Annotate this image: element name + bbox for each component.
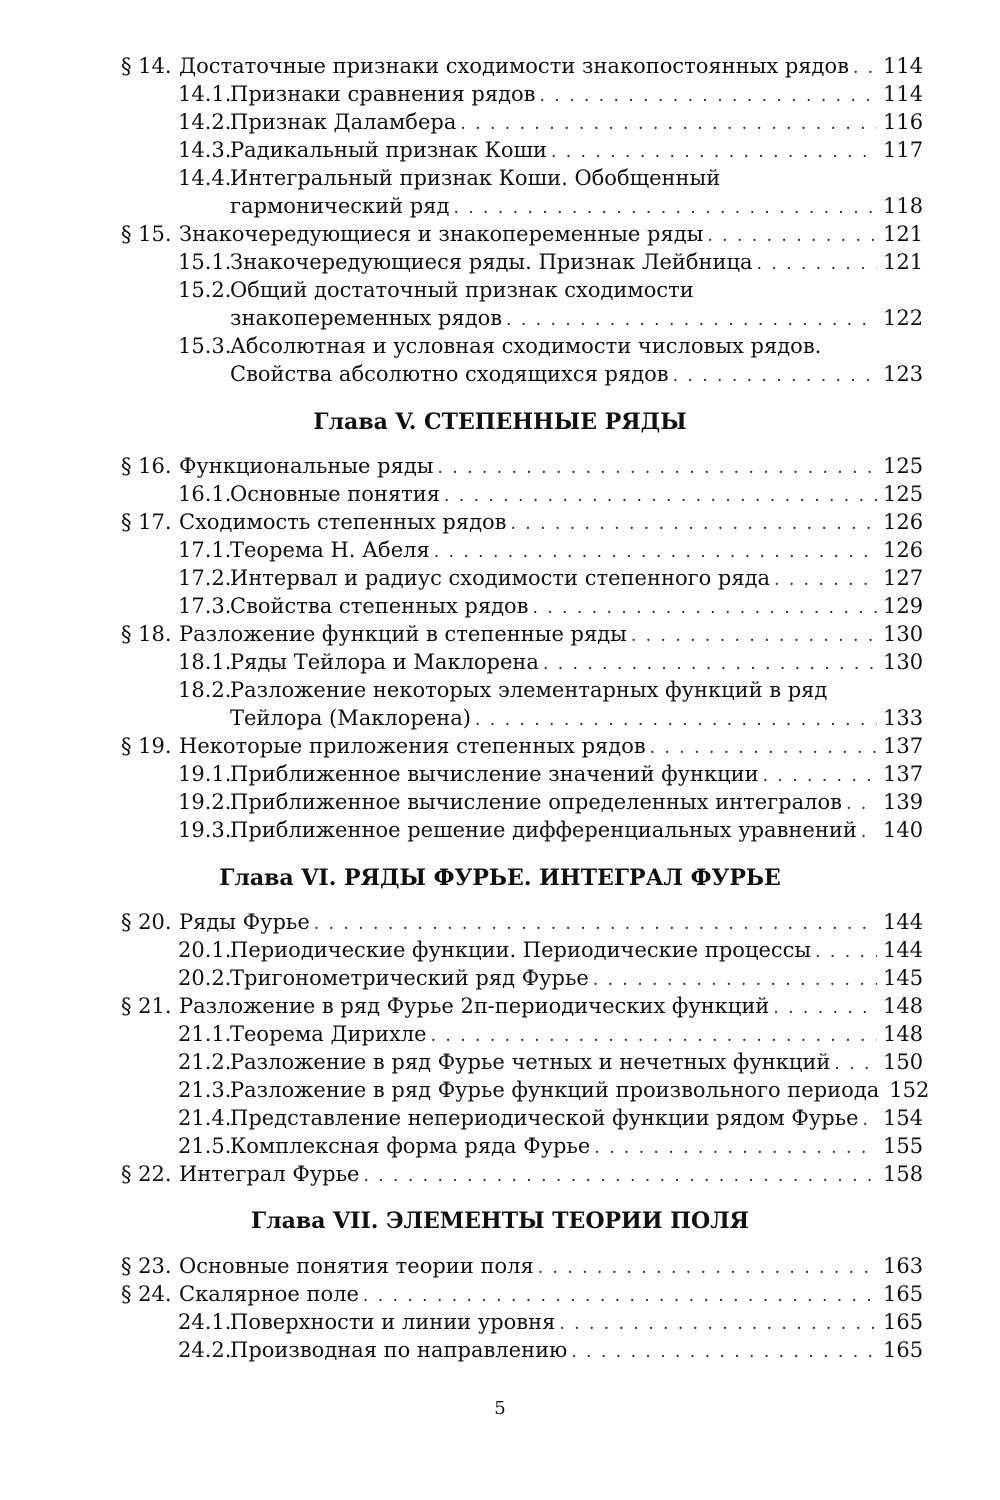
entry-page-number: 139	[883, 790, 924, 814]
entry-page-number: 140	[883, 818, 924, 842]
entry-number: 15.3.	[178, 334, 232, 358]
entry-title: Теорема Н. Абеля	[230, 538, 430, 562]
entry-number: § 18.	[121, 622, 172, 646]
toc-section-entry[interactable]	[121, 52, 923, 80]
dot-leader	[773, 994, 877, 1022]
toc-subsection-entry[interactable]	[121, 80, 923, 108]
entry-title: Ряды Фурье	[179, 910, 310, 934]
entry-page-number: 154	[883, 1106, 924, 1130]
toc-subsection-entry[interactable]	[121, 564, 923, 592]
toc-section-entry[interactable]	[121, 908, 923, 936]
dot-leader	[815, 938, 877, 966]
entry-number: § 20.	[121, 910, 172, 934]
entry-title: Разложение некоторых элементарных функций в ряд	[230, 678, 828, 702]
entry-page-number: 114	[883, 54, 924, 78]
entry-page-number: 123	[883, 362, 924, 386]
entry-number: 18.2.	[178, 678, 232, 702]
entry-number: § 23.	[121, 1254, 172, 1278]
toc-section-entry[interactable]	[121, 1280, 923, 1308]
dot-leader	[475, 706, 877, 734]
entry-number: § 16.	[121, 454, 172, 478]
entry-title: Тригонометрический ряд Фурье	[230, 966, 589, 990]
dot-leader	[434, 538, 877, 566]
dot-leader	[314, 910, 877, 938]
entry-title: Разложение в ряд Фурье функций произвольного периода	[230, 1078, 880, 1102]
chapter-5-heading: Глава V. СТЕПЕННЫЕ РЯДЫ	[313, 409, 687, 435]
dot-leader	[853, 54, 877, 82]
entry-page-number: 126	[883, 538, 924, 562]
entry-number: 21.3.	[178, 1078, 232, 1102]
dot-leader	[559, 1310, 877, 1338]
toc-subsection-entry[interactable]	[121, 332, 923, 360]
entry-number: § 22.	[121, 1162, 172, 1186]
toc-section-entry[interactable]	[121, 732, 923, 760]
dot-leader	[540, 82, 878, 110]
entry-page-number: 121	[883, 250, 924, 274]
chapter-6-heading: Глава VI. РЯДЫ ФУРЬЕ. ИНТЕГРАЛ ФУРЬЕ	[219, 865, 781, 891]
entry-number: § 17.	[121, 510, 172, 534]
toc-section-entry[interactable]	[121, 620, 923, 648]
entry-number: 21.2.	[178, 1050, 232, 1074]
entry-title: Разложение функций в степенные ряды	[179, 622, 627, 646]
toc-subsection-entry[interactable]	[121, 108, 923, 136]
dot-leader	[763, 762, 877, 790]
entry-page-number: 129	[883, 594, 924, 618]
entry-number: 17.3.	[178, 594, 232, 618]
entry-title: Признак Даламбера	[230, 110, 457, 134]
entry-number: 20.2.	[178, 966, 232, 990]
toc-subsection-entry[interactable]	[121, 964, 923, 992]
entry-page-number: 158	[883, 1162, 924, 1186]
entry-title: Знакочередующиеся ряды. Признак Лейбница	[230, 250, 753, 274]
toc-entry-continuation[interactable]	[121, 360, 923, 388]
toc-entry-continuation[interactable]	[121, 304, 923, 332]
entry-title: Разложение в ряд Фурье четных и нечетных функций	[230, 1050, 831, 1074]
entry-page-number: 152	[889, 1078, 930, 1102]
entry-number: 18.1.	[178, 650, 232, 674]
dot-leader	[506, 306, 877, 334]
dot-leader	[571, 1338, 877, 1366]
entry-page-number: 116	[883, 110, 924, 134]
dot-leader	[431, 1022, 877, 1050]
entry-page-number: 126	[883, 510, 924, 534]
entry-page-number: 148	[883, 994, 924, 1018]
entry-title: Представление непериодической функции рядом Фурье	[230, 1106, 859, 1130]
dot-leader	[861, 818, 877, 846]
entry-page-number: 148	[883, 1022, 924, 1046]
toc-block-chapter-7	[121, 1252, 923, 1364]
entry-number: 14.1.	[178, 82, 232, 106]
entry-number: 15.1.	[178, 250, 232, 274]
entry-page-number: 114	[883, 82, 924, 106]
entry-title: Интегральный признак Коши. Обобщенный	[230, 166, 721, 190]
entry-title: Тейлора (Маклорена)	[230, 706, 471, 730]
entry-page-number: 137	[883, 734, 924, 758]
entry-title: Ряды Тейлора и Маклорена	[230, 650, 539, 674]
dot-leader	[834, 1050, 877, 1078]
entry-number: 19.1.	[178, 762, 232, 786]
entry-number: 19.3.	[178, 818, 232, 842]
entry-page-number: 118	[883, 194, 924, 218]
toc-entry-continuation[interactable]	[121, 192, 923, 220]
dot-leader	[444, 482, 877, 510]
entry-page-number: 165	[883, 1338, 924, 1362]
dot-leader	[631, 622, 877, 650]
dot-leader	[438, 454, 878, 482]
entry-title: Интервал и радиус сходимости степенного ряда	[230, 566, 771, 590]
entry-title: Поверхности и линии уровня	[230, 1310, 556, 1334]
toc-section-entry[interactable]	[121, 1252, 923, 1280]
dot-leader	[757, 250, 877, 278]
entry-page-number: 163	[883, 1254, 924, 1278]
entry-number: 17.2.	[178, 566, 232, 590]
dot-leader	[650, 734, 877, 762]
entry-page-number: 127	[883, 566, 924, 590]
entry-title: Достаточные признаки сходимости знакопостоянных рядов	[179, 54, 849, 78]
entry-title: Основные понятия	[230, 482, 440, 506]
dot-leader	[863, 1106, 877, 1134]
toc-section-entry[interactable]	[121, 220, 923, 248]
dot-leader	[846, 790, 877, 818]
toc-subsection-entry[interactable]	[121, 1132, 923, 1160]
entry-page-number: 125	[883, 482, 924, 506]
dot-leader	[363, 1282, 877, 1310]
dot-leader	[707, 222, 877, 250]
toc-subsection-entry[interactable]	[121, 1104, 923, 1132]
entry-number: 17.1.	[178, 538, 232, 562]
toc-section-entry[interactable]	[121, 452, 923, 480]
entry-page-number: 117	[883, 138, 924, 162]
entry-title: Абсолютная и условная сходимости числовых рядов.	[230, 334, 822, 358]
entry-title: Радикальный признак Коши	[230, 138, 547, 162]
entry-page-number: 165	[883, 1282, 924, 1306]
toc-subsection-entry[interactable]	[121, 816, 923, 844]
entry-title: Производная по направлению	[230, 1338, 568, 1362]
toc-subsection-entry[interactable]	[121, 648, 923, 676]
toc-subsection-entry[interactable]	[121, 248, 923, 276]
entry-title: Комплексная форма ряда Фурье	[230, 1134, 591, 1158]
toc-subsection-entry[interactable]	[121, 136, 923, 164]
toc-subsection-entry[interactable]	[121, 788, 923, 816]
entry-page-number: 122	[883, 306, 924, 330]
toc-section-entry[interactable]	[121, 1160, 923, 1188]
toc-subsection-entry[interactable]	[121, 1308, 923, 1336]
entry-title: Основные понятия теории поля	[179, 1254, 534, 1278]
entry-number: 16.1.	[178, 482, 232, 506]
entry-number: 21.5.	[178, 1134, 232, 1158]
entry-page-number: 125	[883, 454, 924, 478]
toc-subsection-entry[interactable]	[121, 760, 923, 788]
toc-subsection-entry[interactable]	[121, 1020, 923, 1048]
dot-leader	[511, 510, 878, 538]
entry-number: § 24.	[121, 1282, 172, 1306]
entry-number: 24.1.	[178, 1310, 232, 1334]
entry-page-number: 121	[883, 222, 924, 246]
entry-title: Приближенное вычисление определенных интегралов	[230, 790, 842, 814]
entry-number: § 19.	[121, 734, 172, 758]
toc-subsection-entry[interactable]	[121, 276, 923, 304]
toc-subsection-entry[interactable]	[121, 536, 923, 564]
dot-leader	[774, 566, 877, 594]
toc-block-chapter-6	[121, 908, 930, 1188]
entry-number: 14.4.	[178, 166, 232, 190]
entry-page-number: 150	[883, 1050, 924, 1074]
toc-block-chapter-5	[121, 452, 923, 844]
chapter-7-heading: Глава VII. ЭЛЕМЕНТЫ ТЕОРИИ ПОЛЯ	[250, 1208, 750, 1234]
entry-page-number: 144	[883, 910, 924, 934]
toc-section-entry[interactable]	[121, 508, 923, 536]
entry-page-number: 130	[883, 622, 924, 646]
entry-title: Свойства абсолютно сходящихся рядов	[230, 362, 669, 386]
entry-number: 14.2.	[178, 110, 232, 134]
entry-title: Интеграл Фурье	[179, 1162, 360, 1186]
toc-subsection-entry[interactable]	[121, 592, 923, 620]
entry-title: Сходимость степенных рядов	[179, 510, 507, 534]
entry-number: 20.1.	[178, 938, 232, 962]
entry-title: Знакочередующиеся и знакопеременные ряды	[179, 222, 704, 246]
dot-leader	[460, 110, 877, 138]
dot-leader	[363, 1162, 877, 1190]
entry-page-number: 130	[883, 650, 924, 674]
entry-title: Свойства степенных рядов	[230, 594, 529, 618]
entry-number: § 21.	[121, 994, 172, 1018]
toc-subsection-entry[interactable]	[121, 936, 923, 964]
toc-subsection-entry[interactable]	[121, 676, 923, 704]
entry-title: Приближенное вычисление значений функции	[230, 762, 759, 786]
entry-title: гармонический ряд	[230, 194, 450, 218]
entry-number: § 14.	[121, 54, 172, 78]
toc-section-entry[interactable]	[121, 992, 923, 1020]
entry-number: § 15.	[121, 222, 172, 246]
entry-number: 14.3.	[178, 138, 232, 162]
entry-title: Признаки сравнения рядов	[230, 82, 536, 106]
toc-subsection-entry[interactable]	[121, 1336, 923, 1364]
entry-page-number: 133	[883, 706, 924, 730]
dot-leader	[673, 362, 877, 390]
entry-number: 15.2.	[178, 278, 232, 302]
entry-title: Теорема Дирихле	[230, 1022, 427, 1046]
toc-subsection-entry[interactable]	[121, 1076, 930, 1104]
entry-title: знакопеременных рядов	[230, 306, 503, 330]
entry-title: Некоторые приложения степенных рядов	[179, 734, 646, 758]
entry-page-number: 144	[883, 938, 924, 962]
entry-page-number: 137	[883, 762, 924, 786]
entry-number: 24.2.	[178, 1338, 232, 1362]
toc-subsection-entry[interactable]	[121, 164, 923, 192]
toc-entry-continuation[interactable]	[121, 704, 923, 732]
toc-subsection-entry[interactable]	[121, 480, 923, 508]
dot-leader	[594, 1134, 877, 1162]
entry-page-number: 145	[883, 966, 924, 990]
entry-title: Скалярное поле	[179, 1282, 359, 1306]
entry-title: Общий достаточный признак сходимости	[230, 278, 694, 302]
dot-leader	[543, 650, 877, 678]
page-number: 5	[494, 1398, 506, 1419]
entry-page-number: 155	[883, 1134, 924, 1158]
entry-title: Функциональные ряды	[179, 454, 434, 478]
dot-leader	[538, 1254, 877, 1282]
entry-page-number: 165	[883, 1310, 924, 1334]
dot-leader	[593, 966, 877, 994]
entry-title: Приближенное решение дифференциальных уравнений	[230, 818, 857, 842]
entry-number: 21.1.	[178, 1022, 232, 1046]
entry-title: Периодические функции. Периодические процессы	[230, 938, 812, 962]
dot-leader	[453, 194, 877, 222]
toc-block-chapter-4	[121, 52, 923, 388]
entry-title: Разложение в ряд Фурье 2π-периодических функций	[179, 994, 770, 1018]
entry-number: 19.2.	[178, 790, 232, 814]
entry-number: 21.4.	[178, 1106, 232, 1130]
dot-leader	[532, 594, 877, 622]
dot-leader	[551, 138, 877, 166]
toc-subsection-entry[interactable]	[121, 1048, 923, 1076]
